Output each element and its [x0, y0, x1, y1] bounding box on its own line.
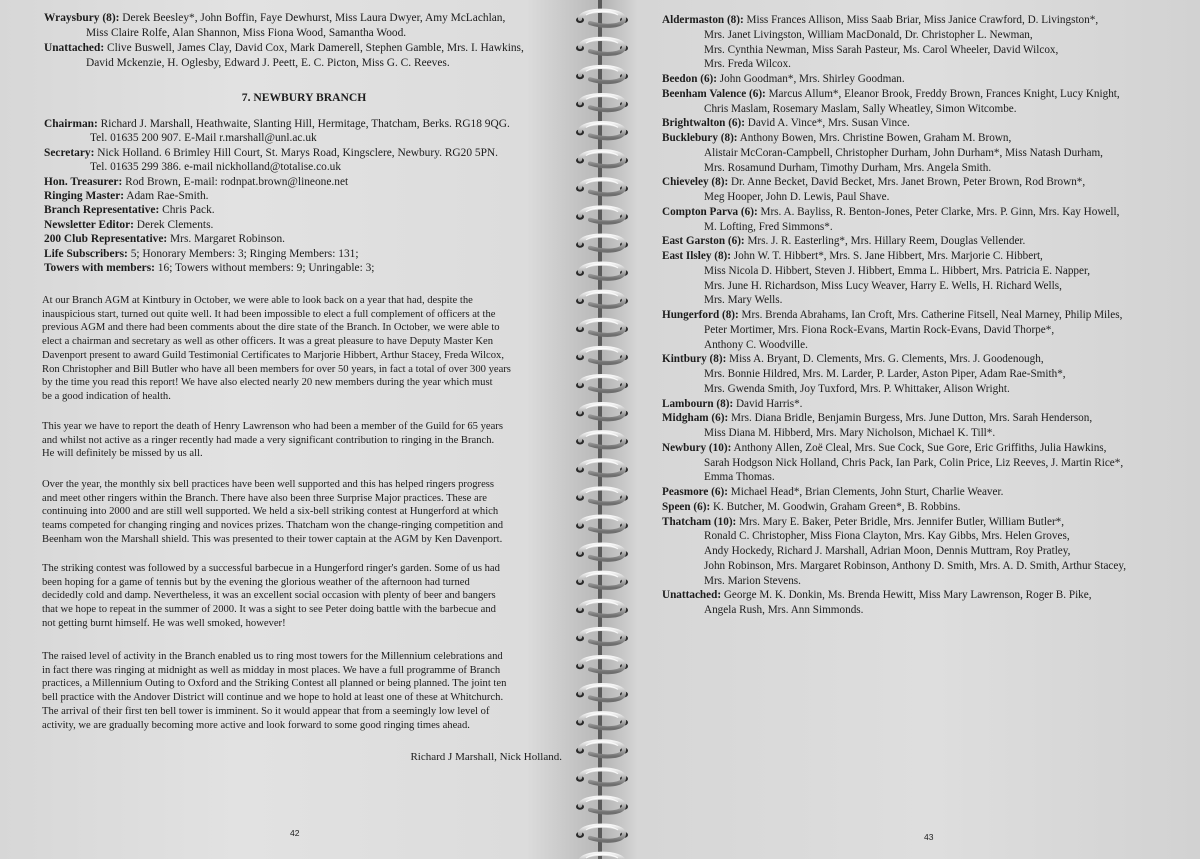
paragraph [42, 420, 563, 461]
tower-first-line [662, 500, 1192, 515]
paragraph-line: decidedly cold and damp. Nevertheless, it was an excellent social occasion with plenty of beer and bangers [42, 590, 496, 602]
tower-label: Unattached: [662, 589, 722, 602]
member-line: Mrs. Mary Wells. [704, 294, 783, 307]
member-line: Mrs. Marion Stevens. [704, 574, 801, 587]
binding-ring [576, 741, 628, 756]
member-line: Mrs. Brenda Abrahams, Ian Croft, Mrs. Catherine Fitsell, Neal Marney, Philip Miles, [741, 309, 1123, 321]
report-paragraph-1 [42, 294, 563, 404]
newsletter-value: Derek Clements. [136, 218, 214, 231]
ringing-master-label: Ringing Master: [44, 190, 125, 203]
report-paragraph-2 [42, 420, 563, 461]
member-line: Miss Claire Rolfe, Alan Shannon, Miss Fiona Wood, Samantha Wood. [86, 27, 407, 39]
binding-ring [576, 545, 628, 560]
tower-label: Thatcham (10): [662, 515, 737, 528]
tower-entry [662, 234, 1192, 249]
member-line: Ronald C. Christopher, Miss Fiona Clayton, Mrs. Kay Gibbs, Mrs. Helen Groves, [704, 530, 1070, 543]
paragraph-line: that we hope to repeat in the summer of 2000. It was a sight to see Peter doing battle with the barbecue and [42, 604, 496, 616]
tower-entry [662, 485, 1192, 500]
branch-rep-label: Branch Representative: [44, 204, 160, 217]
member-line: Alistair McCoran-Campbell, Christopher Durham, John Durham*, Miss Natash Durham, [704, 146, 1103, 159]
unattached-label: Unattached: [44, 42, 105, 54]
paragraph-line: been hoping for a game of tennis but by the evening the glorious weather of the afternoon had turned [42, 576, 470, 588]
treasurer-value: Rod Brown, E-mail: rodnpat.brown@lineone.net [125, 175, 349, 188]
tower-first-line [662, 515, 1192, 530]
paragraph-line: The striking contest was followed by a successful barbecue in a Hungerford ringer's garden. Some of us had [42, 563, 500, 574]
member-line: Miss Frances Allison, Miss Saab Briar, Miss Janice Crawford, D. Livingston*, [746, 14, 1099, 26]
tower-entry [662, 13, 1192, 72]
member-line: Anthony C. Woodville. [704, 338, 808, 351]
binding-ring [576, 264, 628, 279]
binding-ring [576, 95, 628, 110]
binding-ring [576, 517, 628, 532]
binding-ring [576, 292, 628, 307]
paragraph-line: and whilst not active as a ringer recently had made a very significant contribution to ringing in the Branch. [42, 434, 495, 446]
tower-label: Lambourn (8): [662, 397, 734, 410]
binding-ring [576, 151, 628, 166]
paragraph-line: bell practice with the Andover District will continue and we hope to hold at least one of these at Whitchurch. [42, 692, 504, 704]
binding-ring [576, 39, 628, 54]
member-line: Mrs. Gwenda Smith, Joy Tuxford, Mrs. P. Whittaker, Alison Wright. [704, 382, 1010, 395]
report-paragraph-5 [42, 650, 563, 732]
tower-entry [662, 131, 1192, 175]
member-line: Meg Hooper, John D. Lewis, Paul Shave. [704, 191, 890, 203]
paragraph-line: The raised level of activity in the Branch enabled us to ring most towers for the Millennium celebrations and [42, 651, 503, 662]
treasurer-label: Hon. Treasurer: [44, 175, 123, 188]
member-line: Chris Maslam, Rosemary Maslam, Sally Wheatley, Simon Witcombe. [704, 102, 1017, 115]
member-line: David Mckenzie, H. Oglesby, Edward J. Peett, E. C. Picton, Miss G. C. Reeves. [86, 57, 450, 69]
tower-entry [662, 205, 1192, 235]
member-line: Miss A. Bryant, D. Clements, Mrs. G. Clements, Mrs. J. Goodenough, [729, 353, 1044, 366]
branch-rep-value: Chris Pack. [162, 204, 215, 217]
chairman-label: Chairman: [44, 118, 98, 130]
paragraph-line: previous AGM and there had been comments about the dire state of the Branch. In October, we were able to [42, 322, 500, 334]
member-line: Peter Mortimer, Mrs. Fiona Rock-Evans, Martin Rock-Evans, David Thorpe*, [704, 323, 1055, 336]
binding-ring [576, 179, 628, 194]
member-line: Mrs. June H. Richardson, Miss Lucy Weaver, Harry E. Wells, H. Richard Wells, [704, 279, 1062, 292]
paragraph-line: continuing into 2000 and are still well supported. We held a six-bell striking contest at Hungerford at which [42, 506, 499, 518]
tower-first-line [662, 175, 1192, 190]
club-label: 200 Club Representative: [44, 233, 168, 246]
member-line: Derek Beesley*, John Boffin, Faye Dewhurst, Miss Laura Dwyer, Amy McLachlan, [122, 12, 506, 24]
tower-label: Wraysbury (8): [44, 12, 120, 24]
binding-ring [576, 685, 628, 700]
tower-first-line [662, 116, 1192, 131]
member-line: Mrs. A. Bayliss, R. Benton-Jones, Peter Clarke, Mrs. P. Ginn, Mrs. Kay Howell, [760, 205, 1120, 218]
paragraph [42, 294, 563, 404]
binding-ring [576, 826, 628, 841]
binding-ring [576, 207, 628, 222]
member-line: Clive Buswell, James Clay, David Cox, Mark Damerell, Stephen Gamble, Mrs. I. Hawkins, [106, 42, 524, 54]
member-line: Sarah Hodgson Nick Holland, Chris Pack, Ian Park, Colin Price, Liz Reeves, J. Martin Rice*, [704, 456, 1124, 469]
tower-label: East Garston (6): [662, 235, 745, 248]
tower-label: Hungerford (8): [662, 309, 739, 321]
member-line: Andy Hockedy, Richard J. Marshall, Adrian Moon, Dennis Muttram, Roy Pratley, [704, 545, 1071, 557]
binding-ring [576, 629, 628, 644]
left-page [0, 0, 598, 859]
member-line: Anthony Bowen, Mrs. Christine Bowen, Graham M. Brown, [739, 132, 1012, 144]
binding-ring [576, 11, 628, 26]
binding-ring [576, 123, 628, 138]
tower-first-line [662, 308, 1192, 323]
binding-ring [576, 348, 628, 363]
member-line: Mrs. Diana Bridle, Benjamin Burgess, Mrs. June Dutton, Mrs. Sarah Henderson, [730, 412, 1093, 425]
tower-label: Aldermaston (8): [662, 14, 744, 26]
tower-first-line [662, 234, 1192, 249]
member-line: Mrs. Rosamund Durham, Timothy Durham, Mrs. Angela Smith. [704, 161, 992, 174]
tower-label: Chieveley (8): [662, 176, 729, 189]
right-page [602, 0, 1200, 859]
binding-ring [576, 320, 628, 335]
binding-ring [576, 854, 628, 859]
chairman-value: Richard J. Marshall, Heathwaite, Slanting Hill, Hermitage, Thatcham, Berks. RG18 9QG. [100, 118, 510, 130]
binding-ring [576, 488, 628, 503]
paragraph-line: by the time you read this report! We have also elected nearly 20 new members during the year which must [42, 377, 493, 389]
report-paragraph-3 [42, 478, 563, 547]
tower-entry [662, 249, 1192, 308]
tower-first-line [662, 485, 1192, 500]
tower-entry [662, 87, 1192, 117]
wraysbury-entry [44, 11, 564, 71]
chairman-contact: Tel. 01635 200 907. E-Mail r.marshall@unl.ac.uk [90, 132, 317, 145]
paragraph-line: Ron Christopher and Bill Butler who have all been members for over 50 years, in fact a total of over 300 years [42, 363, 511, 375]
paragraph-line: inauspicious start, turned out quite well. It had been impossible to elect a full complement of officers at the [42, 308, 496, 320]
member-line: K. Butcher, M. Goodwin, Graham Green*, B. Robbins. [712, 500, 961, 513]
paragraph-line: At our Branch AGM at Kintbury in October, we were able to look back on a year that had, despite the [42, 295, 473, 306]
tower-label: Bucklebury (8): [662, 132, 738, 144]
tower-entry [662, 72, 1192, 87]
secretary-contact: Tel. 01635 299 386. e-mail nickholland@totalise.co.uk [90, 161, 342, 174]
member-line: Miss Diana M. Hibberd, Mrs. Mary Nicholson, Michael K. Till*. [704, 427, 996, 439]
binding-ring [576, 657, 628, 672]
tower-entry [662, 397, 1192, 412]
member-line: David A. Vince*, Mrs. Susan Vince. [747, 117, 910, 130]
member-line: John Goodman*, Mrs. Shirley Goodman. [719, 73, 905, 85]
paragraph-line: teams competed for changing ringing and novices prizes. Thatcham won the change-ringing competition and [42, 520, 504, 532]
paragraph [42, 562, 563, 631]
secretary-label: Secretary: [44, 146, 95, 159]
tower-members-list [662, 13, 1192, 618]
tower-label: Midgham (6): [662, 412, 729, 425]
paragraph-line: Beenham won the Marshall shield. This was presented to their tower captain at the AGM by Ken Davenport. [42, 533, 503, 545]
member-line: Mrs. Mary E. Baker, Peter Bridle, Mrs. Jennifer Butler, William Butler*, [739, 515, 1065, 528]
tower-first-line [662, 205, 1192, 220]
member-line: David Harris*. [735, 397, 803, 410]
tower-label: Newbury (10): [662, 441, 732, 454]
paragraph-line: and meet other ringers within the Branch. There have also been three Surprise Major practices. These are [42, 492, 487, 504]
binding-ring [576, 573, 628, 588]
member-line: Dr. Anne Becket, David Becket, Mrs. Janet Brown, Peter Brown, Rod Brown*, [730, 176, 1086, 189]
tower-first-line [662, 588, 1192, 603]
member-line: Emma Thomas. [704, 471, 775, 484]
member-line: Mrs. Freda Wilcox. [704, 58, 791, 71]
tower-first-line [662, 249, 1192, 264]
member-line: Mrs. Cynthia Newman, Miss Sarah Pasteur, Ms. Carol Wheeler, David Wilcox, [704, 43, 1059, 56]
paragraph-line: be a good indication of health. [42, 390, 171, 402]
tower-first-line [662, 131, 1192, 146]
paragraph-line: This year we have to report the death of Henry Lawrenson who had been a member of the Guild for 65 years [42, 421, 503, 432]
member-line: M. Lofting, Fred Simmons*. [704, 220, 833, 233]
ringing-master-value: Adam Rae-Smith. [126, 190, 209, 203]
paragraph-line: Davenport present to award Guild Testimonial Certificates to Marjorie Hibbert, Arthur Stacey, Freda Wilcox, [42, 349, 504, 361]
member-line: Marcus Allum*, Eleanor Brook, Freddy Brown, Frances Knight, Lucy Knight, [768, 87, 1120, 100]
tower-label: Beedon (6): [662, 73, 717, 85]
member-line: Angela Rush, Mrs. Ann Simmonds. [704, 604, 864, 616]
tower-first-line [662, 352, 1192, 367]
page-number-right: 43 [924, 832, 934, 842]
binding-ring [576, 460, 628, 475]
paragraph-line: The arrival of their first ten bell tower is imminent. So it would appear that from a seemingly low level of [42, 705, 490, 717]
report-paragraph-4 [42, 562, 563, 631]
life-subscribers-label: Life Subscribers: [44, 247, 128, 260]
life-subscribers-value: 5; Honorary Members: 3; Ringing Members: 131; [130, 247, 359, 260]
tower-label: Kintbury (8): [662, 353, 727, 366]
newsletter-label: Newsletter Editor: [44, 218, 134, 231]
paragraph-line: activity, we are gradually becoming more active and look forward to some good ringing times ahead. [42, 719, 470, 731]
member-line: Mrs. Janet Livingston, William MacDonald, Dr. Christopher L. Newman, [704, 28, 1033, 41]
paragraph-line: in fact there was ringing at midnight as well as midday in most places. We have a full programme of Branch [42, 664, 501, 676]
tower-label: Compton Parva (6): [662, 205, 758, 218]
tower-first-line [662, 397, 1192, 412]
towers-label: Towers with members: [44, 262, 155, 275]
tower-entry [662, 515, 1192, 589]
tower-first-line [662, 441, 1192, 456]
tower-entry [662, 588, 1192, 618]
binding-ring [576, 769, 628, 784]
tower-first-line [662, 87, 1192, 102]
tower-entry [662, 441, 1192, 485]
tower-entry [662, 116, 1192, 131]
tower-entry [662, 352, 1192, 396]
tower-label: East Ilsley (8): [662, 250, 731, 262]
towers-value: 16; Towers without members: 9; Unringable: 3; [157, 262, 375, 275]
spiral-binding [566, 0, 638, 859]
binding-ring [576, 236, 628, 251]
paragraph [42, 478, 563, 547]
club-value: Mrs. Margaret Robinson. [170, 233, 285, 246]
member-line: Anthony Allen, Zoë Cleal, Mrs. Sue Cock, Sue Gore, Eric Griffiths, Julia Hawkins, [733, 441, 1107, 454]
tower-first-line [662, 72, 1192, 87]
page-number-left: 42 [290, 828, 300, 838]
tower-label: Speen (6): [662, 500, 711, 513]
binding-ring [576, 601, 628, 616]
paragraph-line: Over the year, the monthly six bell practices have been well supported and this has helped ringers progress [42, 479, 495, 490]
tower-label: Peasmore (6): [662, 486, 728, 498]
member-line: John Robinson, Mrs. Margaret Robinson, Anthony D. Smith, Mrs. A. D. Smith, Arthur Stacey, [704, 559, 1127, 572]
tower-entry [662, 411, 1192, 441]
tower-entry [662, 175, 1192, 205]
member-line: Mrs. J. R. Easterling*, Mrs. Hillary Reem, Douglas Vellender. [747, 235, 1026, 248]
paragraph [42, 650, 563, 732]
tower-first-line [662, 13, 1192, 28]
binding-ring [576, 713, 628, 728]
secretary-value: Nick Holland. 6 Brimley Hill Court, St. Marys Road, Kingsclere, Newbury. RG20 5PN. [97, 146, 498, 159]
paragraph-line: not getting burnt himself. He was well smoked, however! [42, 617, 286, 629]
binding-ring [576, 798, 628, 813]
member-line: Michael Head*, Brian Clements, John Sturt, Charlie Weaver. [730, 486, 1004, 498]
tower-label: Brightwalton (6): [662, 117, 745, 130]
binding-ring [576, 376, 628, 391]
signature: Richard J Marshall, Nick Holland. [410, 751, 562, 763]
paragraph-line: He will definitely be missed by us all. [42, 448, 203, 460]
member-line: Miss Nicola D. Hibbert, Steven J. Hibbert, Emma L. Hibbert, Mrs. Patricia E. Napper, [704, 264, 1091, 277]
member-line: Mrs. Bonnie Hildred, Mrs. M. Larder, P. Larder, Aston Piper, Adam Rae-Smith*, [704, 368, 1066, 380]
binding-ring [576, 67, 628, 82]
branch-heading: 7. NEWBURY BRANCH [241, 91, 367, 104]
tower-label: Beenham Valence (6): [662, 87, 766, 100]
member-line: George M. K. Donkin, Ms. Brenda Hewitt, Miss Mary Lawrenson, Roger B. Pike, [723, 589, 1092, 602]
member-line: John W. T. Hibbert*, Mrs. S. Jane Hibbert, Mrs. Marjorie C. Hibbert, [733, 250, 1043, 262]
paragraph-line: practices, a Millennium Outing to Oxford and the Striking Contest all planned or being planned. The joint ten [42, 678, 507, 690]
tower-entry [662, 308, 1192, 352]
officers-block [44, 117, 564, 275]
binding-ring [576, 404, 628, 419]
tower-entry [662, 500, 1192, 515]
binding-ring [576, 432, 628, 447]
tower-first-line [662, 411, 1192, 426]
paragraph-line: elect a chairman and secretary as well as other officers. It was a great pleasure to have Deputy Master Ken [42, 336, 494, 348]
